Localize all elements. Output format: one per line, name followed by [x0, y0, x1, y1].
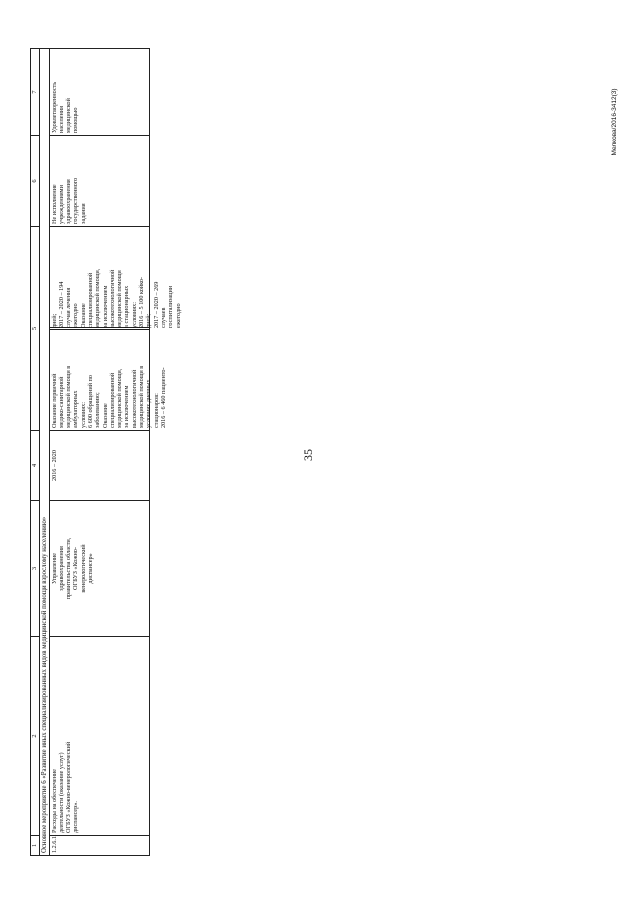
indicator-column-a: [51, 332, 168, 428]
cell-line: Удовлетворенность: [50, 81, 58, 133]
cell-line: медицинской помощи,: [94, 268, 102, 328]
page-number: 35: [301, 449, 315, 461]
cell-line: учреждениями: [57, 185, 65, 224]
cell-line: случаев: [159, 307, 167, 328]
cell-line: заболеванию;: [94, 392, 102, 428]
cell-line: государственного: [72, 177, 80, 224]
cell-line: венерологический: [79, 544, 87, 593]
section-title: Основное мероприятие 6 «Развитие иных специализированных видов медицинской помощи взрослому населению»: [39, 48, 49, 856]
column-number: 1: [30, 836, 39, 856]
cell-line: 2017 – 2020 – 269: [152, 281, 160, 328]
cell-line: Расходы на обеспечение: [50, 768, 58, 833]
cell-line: случая лечения: [65, 287, 73, 328]
cell-line: деятельности (оказание услуг): [57, 752, 65, 833]
cell-line: условиях:: [130, 302, 138, 328]
row-indicators: [49, 227, 182, 431]
section-row: [39, 48, 49, 856]
cell-line: амбулаторных: [72, 390, 80, 428]
cell-line: Оказание первичной: [50, 373, 58, 428]
row-description: [49, 637, 150, 836]
cell-line: медицинской помощи в: [138, 365, 146, 428]
cell-line: здравоохранения: [65, 179, 73, 224]
cell-line: дней;: [145, 313, 153, 328]
column-number: 2: [30, 637, 39, 836]
cell-line: медицинской помощи: [116, 270, 124, 328]
cell-line: ОГБУЗ «Кожно-венерологический: [65, 741, 73, 833]
document-id: Мелкова/2016-3412(3): [611, 88, 618, 156]
cell-line: медицинской помощи,: [116, 368, 124, 428]
column-number-row: [30, 48, 39, 856]
cell-line: ежегодно: [72, 303, 80, 328]
indicator-column-b: [51, 232, 182, 328]
cell-line: медико-санитарной: [57, 376, 65, 428]
cell-line: за исключением: [101, 285, 109, 328]
cell-line: Не исполнение: [50, 184, 58, 224]
cell-line: за исключением: [123, 385, 131, 428]
cell-line: 2016 – 2020: [50, 450, 58, 481]
cell-line: населения: [57, 106, 65, 133]
cell-line: госпитализации: [167, 285, 175, 328]
row-result: [49, 48, 150, 136]
cell-line: высокотехнологичной: [108, 269, 116, 328]
cell-line: 6 600 обращений по: [86, 375, 94, 428]
cell-line: специализированной: [108, 372, 116, 428]
cell-line: 1.2.6.1.: [50, 834, 58, 853]
cell-line: Управление: [50, 552, 58, 585]
cell-line: помощью: [72, 107, 80, 133]
cell-line: медицинской помощи в: [65, 365, 73, 428]
cell-line: здравоохранения: [57, 546, 65, 591]
column-number: 3: [30, 501, 39, 637]
column-number: 6: [30, 136, 39, 227]
cell-line: 2016 – 6 460 пациенто-: [159, 367, 167, 428]
cell-line: ежегодно: [174, 303, 182, 328]
row-period: [49, 431, 150, 501]
cell-line: задания: [79, 203, 87, 224]
table-row: [49, 48, 182, 856]
cell-line: дней;: [50, 313, 58, 328]
column-number: 4: [30, 431, 39, 501]
cell-line: условиях дневных: [145, 379, 153, 428]
cell-line: Оказание: [79, 303, 87, 328]
program-table: [30, 48, 182, 856]
cell-line: в стационарных: [123, 285, 131, 328]
column-number: 5: [30, 227, 39, 431]
cell-line: 2016 – 5 100 койко-: [138, 277, 146, 328]
cell-line: специализированной: [86, 272, 94, 328]
column-number: 7: [30, 48, 39, 136]
cell-divider: [50, 329, 149, 330]
cell-line: медицинской: [65, 98, 73, 133]
row-executor: [49, 501, 150, 637]
cell-line: правительства области,: [65, 537, 73, 600]
cell-line: стационаров:: [152, 393, 160, 428]
cell-line: 2017 – 2020 – 194: [57, 281, 65, 328]
cell-line: Оказание: [101, 403, 109, 428]
cell-line: высокотехнологичной: [130, 369, 138, 428]
cell-line: диспансер».: [72, 801, 80, 833]
cell-line: диспансер»: [86, 553, 94, 584]
cell-line: условиях:: [79, 402, 87, 428]
cell-line: ОГБУЗ «Кожно-: [72, 547, 80, 590]
row-risks: [49, 136, 150, 227]
row-code: [49, 836, 150, 856]
